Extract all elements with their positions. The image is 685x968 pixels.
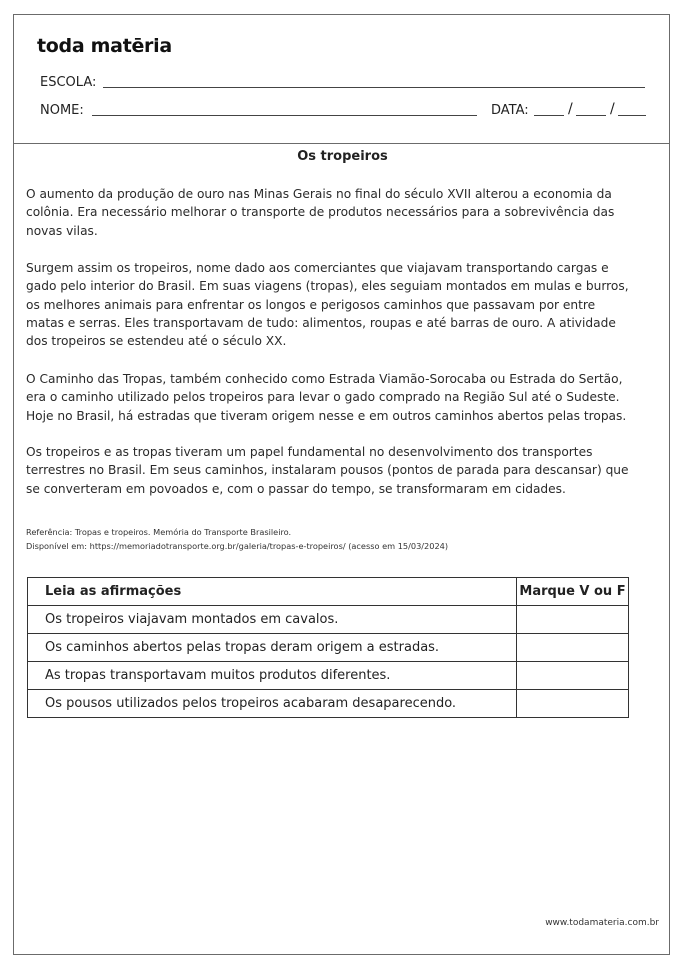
school-label: ESCOLA: (40, 75, 97, 90)
mark-header: Marque V ou F (517, 578, 629, 606)
date-day-field[interactable] (534, 115, 564, 116)
table-row (28, 690, 629, 718)
table-row (28, 634, 629, 662)
date-year-field[interactable] (618, 115, 646, 116)
article-title: Os tropeiros (297, 149, 388, 164)
answer-cell[interactable] (517, 606, 629, 634)
article-paragraph: Os tropeiros e as tropas tiveram um papel fundamental no desenvolvimento dos transportes terrestres no Brasil. Em seus caminhos, instalaram pousos (pontos de parada para descansar) que se converteram em povoados e, com o passar do tempo, se transformaram em cidades. (26, 445, 629, 496)
table-header-row (28, 578, 629, 606)
reference-citation: Referência: Tropas e tropeiros. Memória do Transporte Brasileiro. (26, 527, 292, 537)
logo: toda matēria (37, 35, 172, 57)
name-field[interactable] (92, 115, 477, 116)
article-paragraph: O aumento da produção de ouro nas Minas Gerais no final do século XVII alterou a economia da colônia. Era necessário melhorar o transporte de produtos necessários para a sobrevivência das novas vilas. (26, 187, 615, 238)
article-paragraph: Surgem assim os tropeiros, nome dado aos comerciantes que viajavam transportando cargas e gado pelo interior do Brasil. Em suas viagens (tropas), eles seguiam montados em mulas e burros, os melhores animais para enfrentar os longos e perigosos caminhos que passavam por entre matas e serras. Eles transportavam de tudo: alimentos, roupas e até barras de ouro. A atividade dos tropeiros se estendeu até o século XX. (26, 261, 629, 349)
statement-cell: Os caminhos abertos pelas tropas deram origem a estradas. (28, 634, 517, 662)
statement-cell: Os pousos utilizados pelos tropeiros acabaram desaparecendo. (28, 690, 517, 718)
footer-website: www.todamateria.com.br (545, 918, 659, 928)
true-false-table (27, 577, 629, 718)
date-separator: / (568, 101, 573, 117)
statement-cell: As tropas transportavam muitos produtos diferentes. (28, 662, 517, 690)
reference-url: Disponível em: https://memoriadotransporte.org.br/galeria/tropas-e-tropeiros/ (acesso em 15/03/2024) (26, 541, 449, 551)
table-row (28, 662, 629, 690)
school-field[interactable] (103, 87, 645, 88)
date-month-field[interactable] (576, 115, 606, 116)
article-paragraph: O Caminho das Tropas, também conhecido como Estrada Viamão-Sorocaba ou Estrada do Sertão, era o caminho utilizado pelos tropeiros para levar o gado comprado na Região Sul até o Sudeste. Hoje no Brasil, há estradas que tiveram origem nesse e em outros caminhos abertos pelas tropas. (26, 372, 627, 423)
statement-cell: Os tropeiros viajavam montados em cavalos. (28, 606, 517, 634)
statements-header: Leia as afirmações (28, 578, 517, 606)
name-label: NOME: (40, 103, 84, 118)
answer-cell[interactable] (517, 662, 629, 690)
answer-cell[interactable] (517, 690, 629, 718)
date-label: DATA: (491, 103, 529, 118)
answer-cell[interactable] (517, 634, 629, 662)
date-separator: / (610, 101, 615, 117)
table-row (28, 606, 629, 634)
worksheet-header (14, 15, 669, 144)
